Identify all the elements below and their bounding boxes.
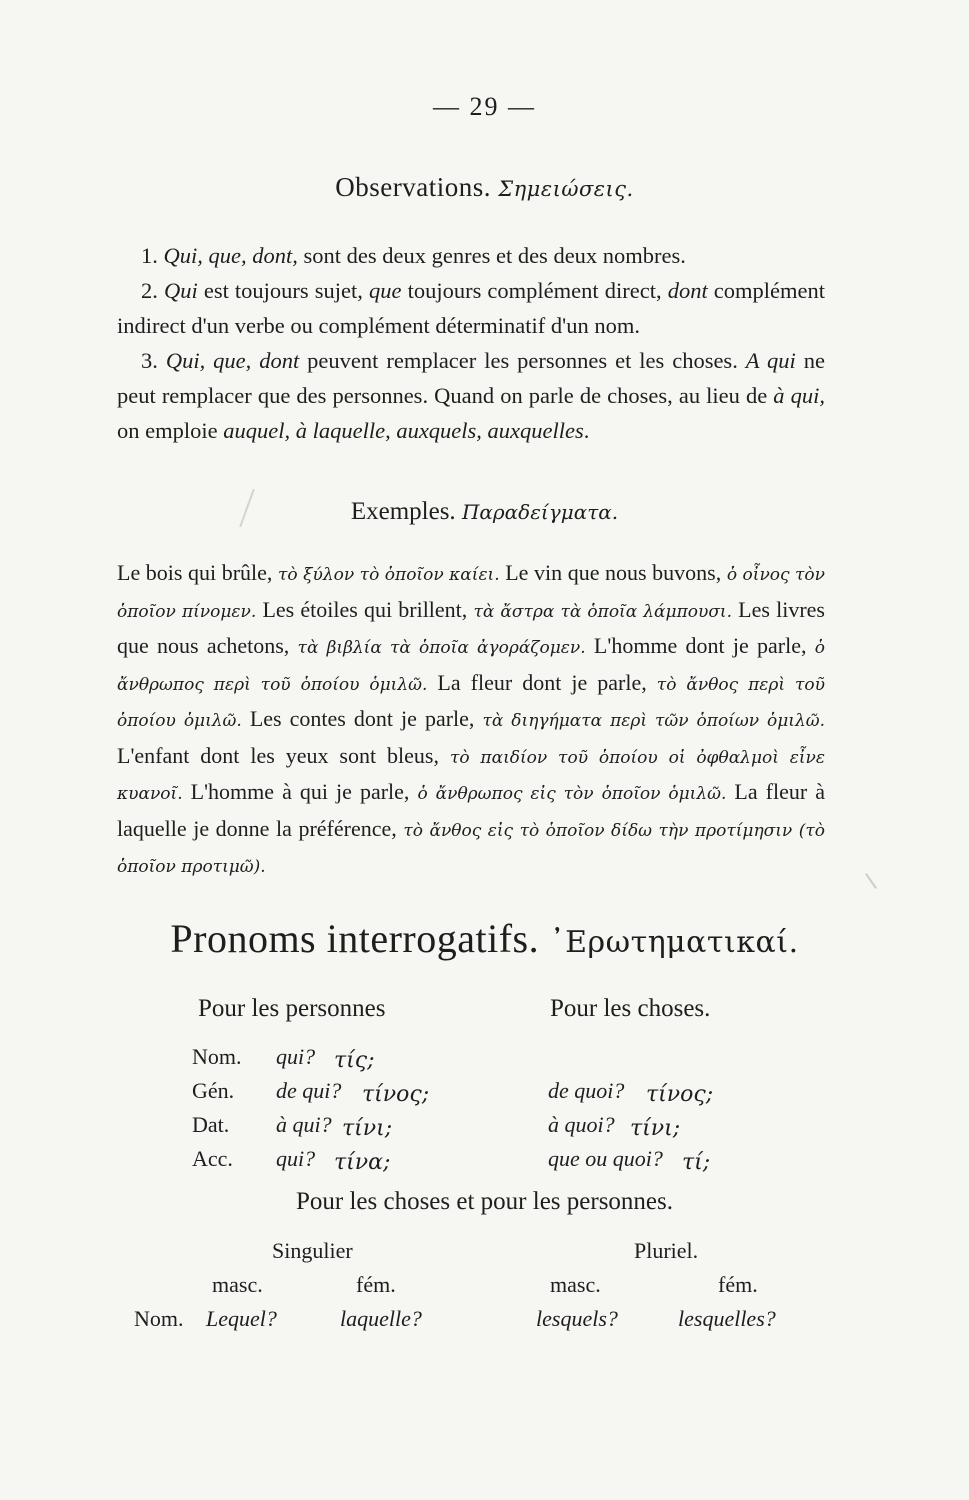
observations-title: Observations. bbox=[335, 172, 499, 202]
case-label: Acc. bbox=[192, 1146, 233, 1171]
margin-tick bbox=[865, 873, 877, 889]
pronoun-chose-greek: τί; bbox=[682, 1150, 711, 1175]
example-6-fr: La fleur dont je parle, bbox=[427, 669, 657, 695]
both-heading: Pour les choses et pour les personnes. bbox=[295, 1188, 673, 1215]
pronoun-personne: qui? bbox=[276, 1146, 316, 1171]
example-10-fr: La fleur à laquelle je donne la préférence, bbox=[117, 779, 825, 841]
example-5-fr: L'homme dont je parle, bbox=[585, 633, 815, 658]
column-header-choses: Pour les choses. bbox=[550, 995, 711, 1022]
example-1-fr: Le bois qui brûle, bbox=[117, 560, 279, 585]
observation-1: 1. Qui, que, dont, sont des deux genres et des deux nombres. bbox=[141, 243, 686, 268]
lequel: Lequel? bbox=[206, 1306, 277, 1331]
pronoun-personne: de qui? bbox=[276, 1078, 342, 1103]
pronoun-chose: de quoi? bbox=[548, 1078, 625, 1103]
example-8-fr: L'enfant dont les yeux sont bleus, bbox=[117, 742, 450, 768]
example-1-gr: τὸ ξύλον τὸ ὁποῖον καίει. bbox=[278, 565, 500, 585]
nom-label: Nom. bbox=[134, 1306, 184, 1331]
case-label: Nom. bbox=[192, 1044, 242, 1069]
laquelle: laquelle? bbox=[340, 1306, 422, 1331]
fem-label: fém. bbox=[356, 1272, 396, 1297]
pronoun-chose-greek: τίνι; bbox=[630, 1116, 681, 1141]
pronoun-chose-greek: τίνος; bbox=[646, 1082, 714, 1107]
pronoun-personne-greek: τίνος; bbox=[362, 1082, 430, 1107]
case-label: Gén. bbox=[192, 1078, 235, 1103]
observations-heading bbox=[0, 172, 969, 203]
examples-title-greek: Παραδείγματα. bbox=[461, 500, 619, 524]
page-number: — 29 — bbox=[433, 92, 536, 121]
example-9-fr: L'homme à qui je parle, bbox=[182, 779, 418, 804]
pronoun-personne-greek: τίνι; bbox=[342, 1116, 393, 1141]
pronoun-personne-greek: τίνα; bbox=[334, 1150, 391, 1175]
pronoun-personne: qui? bbox=[276, 1044, 316, 1069]
interrogatifs-title-greek: ᾿Ερωτηματικαί. bbox=[549, 925, 799, 960]
example-8-gr: τὸ παιδίον τοῦ ὁποίου οἱ ὀφθαλμοὶ εἶνε κυανοῖ. bbox=[117, 747, 825, 804]
singulier-label: Singulier bbox=[272, 1238, 353, 1263]
interrogatifs-heading bbox=[0, 915, 969, 962]
pronoun-personne: à qui? bbox=[276, 1112, 332, 1137]
pluriel-label: Pluriel. bbox=[634, 1238, 699, 1263]
masc-label: masc. bbox=[550, 1272, 601, 1297]
example-3-gr: τὰ ἄστρα τὰ ὁποῖα λάμπουσι. bbox=[473, 601, 732, 622]
examples-paragraph bbox=[117, 556, 825, 885]
pronoun-personne-greek: τίς; bbox=[334, 1048, 375, 1073]
pronoun-chose: que ou quoi? bbox=[548, 1146, 663, 1171]
observation-2: 2. Qui est toujours sujet, que toujours complément direct, dont complément indirect d'un verbe ou complément déterminatif d'un nom. bbox=[117, 278, 826, 338]
observations-list bbox=[117, 238, 825, 448]
case-label: Dat. bbox=[192, 1112, 230, 1137]
example-7-fr: Les contes dont je parle, bbox=[241, 706, 483, 731]
example-7-gr: τὰ διηγήματα περὶ τῶν ὁποίων ὁμιλῶ. bbox=[482, 711, 825, 731]
masc-label: masc. bbox=[212, 1272, 263, 1297]
example-4-fr: Les livres que nous achetons, bbox=[117, 596, 825, 658]
example-10-gr: τὸ ἄνθος εἰς τὸ ὁποῖον δίδω τὴν προτίμησιν (τὸ ὁποῖον προτιμῶ). bbox=[117, 820, 825, 877]
lesquels: lesquels? bbox=[536, 1306, 618, 1331]
observations-title-greek: Σημειώσεις. bbox=[498, 177, 634, 201]
lesquelles: lesquelles? bbox=[678, 1306, 776, 1331]
pronoun-chose: à quoi? bbox=[548, 1112, 615, 1137]
example-2-gr: ὁ οἶνος τὸν ὁποῖον πίνομεν. bbox=[117, 565, 825, 622]
interrogatifs-title: Pronoms interrogatifs. bbox=[170, 916, 550, 961]
example-3-fr: Les étoiles qui brillent, bbox=[256, 596, 474, 622]
example-5-gr: ὁ ἄνθρωπος περὶ τοῦ ὁποίου ὁμιλῶ. bbox=[117, 638, 826, 695]
examples-heading bbox=[0, 498, 969, 526]
example-6-gr: τὸ ἄνθος περὶ τοῦ ὁποίου ὁμιλῶ. bbox=[117, 674, 825, 731]
examples-title: Exemples. bbox=[350, 498, 462, 525]
example-2-fr: Le vin que nous buvons, bbox=[499, 560, 727, 585]
example-4-gr: τὰ βιβλία τὰ ὁποῖα ἀγοράζομεν. bbox=[297, 638, 586, 658]
observation-3: 3. Qui, que, dont peuvent remplacer les personnes et les choses. A qui ne peut remplacer que des personnes. Quand on parle de choses, au lieu de à qui, on emploie auquel, à laquelle, auxquels, auxquelles. bbox=[117, 348, 825, 443]
fem-label: fém. bbox=[718, 1272, 758, 1297]
column-header-personnes: Pour les personnes bbox=[198, 995, 386, 1022]
example-9-gr: ὁ ἄνθρωπος εἰς τὸν ὁποῖον ὁμιλῶ. bbox=[417, 784, 727, 804]
